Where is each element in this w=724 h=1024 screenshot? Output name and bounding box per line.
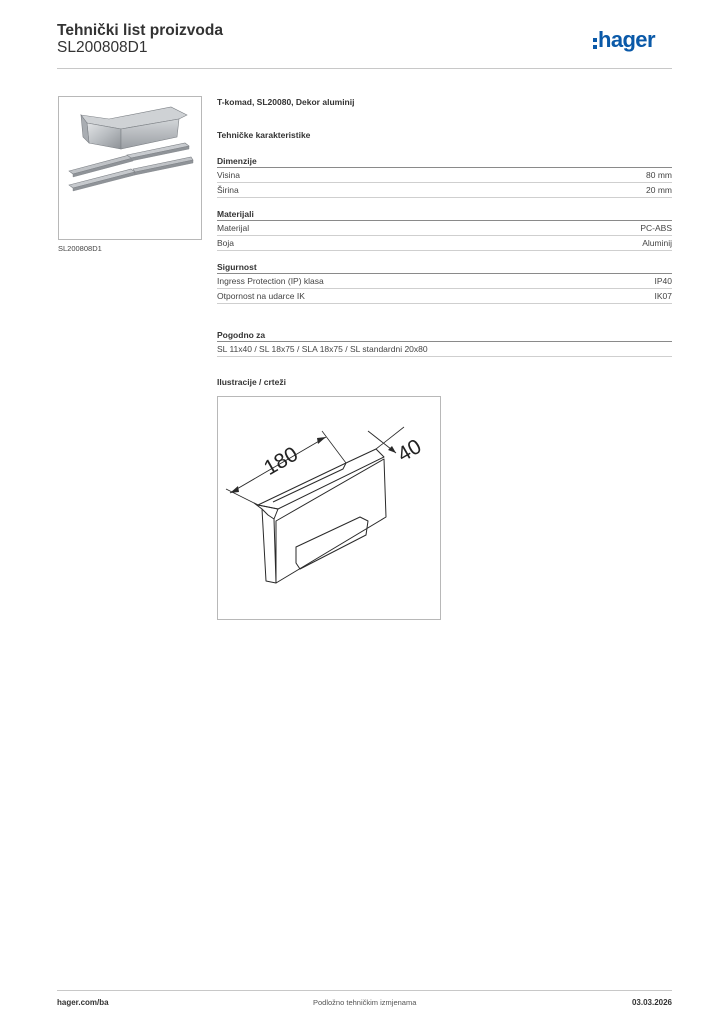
spec-row <box>217 274 672 289</box>
group-title: Pogodno za <box>217 329 672 342</box>
spec-value: Aluminij <box>642 238 672 248</box>
materials-group <box>217 208 672 251</box>
spec-row <box>217 221 672 236</box>
technical-drawing <box>217 396 441 620</box>
document-title: Tehnički list proizvoda <box>57 22 223 39</box>
tech-heading: Tehničke karakteristike <box>217 130 311 140</box>
spec-label: Širina <box>217 185 239 195</box>
group-title: Dimenzije <box>217 155 672 168</box>
spec-label: Ingress Protection (IP) klasa <box>217 276 324 286</box>
group-title: Sigurnost <box>217 261 672 274</box>
footer-website-link[interactable]: hager.com/ba <box>57 998 109 1007</box>
spec-label: Visina <box>217 170 240 180</box>
spec-value: IK07 <box>654 291 672 301</box>
product-code: SL200808D1 <box>57 39 148 56</box>
logo-dot-icon <box>593 38 597 42</box>
footer-divider <box>57 990 672 991</box>
group-title: Materijali <box>217 208 672 221</box>
logo-text: hager <box>598 27 655 52</box>
spec-row <box>217 236 672 251</box>
spec-value: 20 mm <box>646 185 672 195</box>
spec-value: IP40 <box>654 276 672 286</box>
spec-row <box>217 342 672 357</box>
spec-row <box>217 183 672 198</box>
footer-date: 03.03.2026 <box>631 998 672 1007</box>
product-name: T-komad, SL20080, Dekor aluminij <box>217 97 355 107</box>
spec-label: SL 11x40 / SL 18x75 / SLA 18x75 / SL standardni 20x80 <box>217 344 428 354</box>
hager-logo[interactable] <box>590 29 680 57</box>
product-image <box>58 96 202 240</box>
suitable-group <box>217 329 672 357</box>
image-caption: SL200808D1 <box>58 244 102 253</box>
spec-label: Otpornost na udarce IK <box>217 291 305 301</box>
dimension-length-label: 180 <box>260 442 302 480</box>
spec-label: Materijal <box>217 223 250 233</box>
footer-note: Podložno tehničkim izmjenama <box>313 998 417 1007</box>
product-photo-icon <box>59 97 201 239</box>
logo-dot-icon <box>593 45 597 49</box>
spec-value: 80 mm <box>646 170 672 180</box>
spec-row <box>217 168 672 183</box>
dimension-width-label: 40 <box>393 434 426 467</box>
safety-group <box>217 261 672 304</box>
illustration-heading: Ilustracije / crteži <box>217 377 286 387</box>
t-piece-drawing-icon <box>218 397 440 619</box>
spec-row <box>217 289 672 304</box>
dimensions-group <box>217 155 672 198</box>
header-divider <box>57 68 672 69</box>
spec-value: PC-ABS <box>640 223 672 233</box>
spec-label: Boja <box>217 238 235 248</box>
